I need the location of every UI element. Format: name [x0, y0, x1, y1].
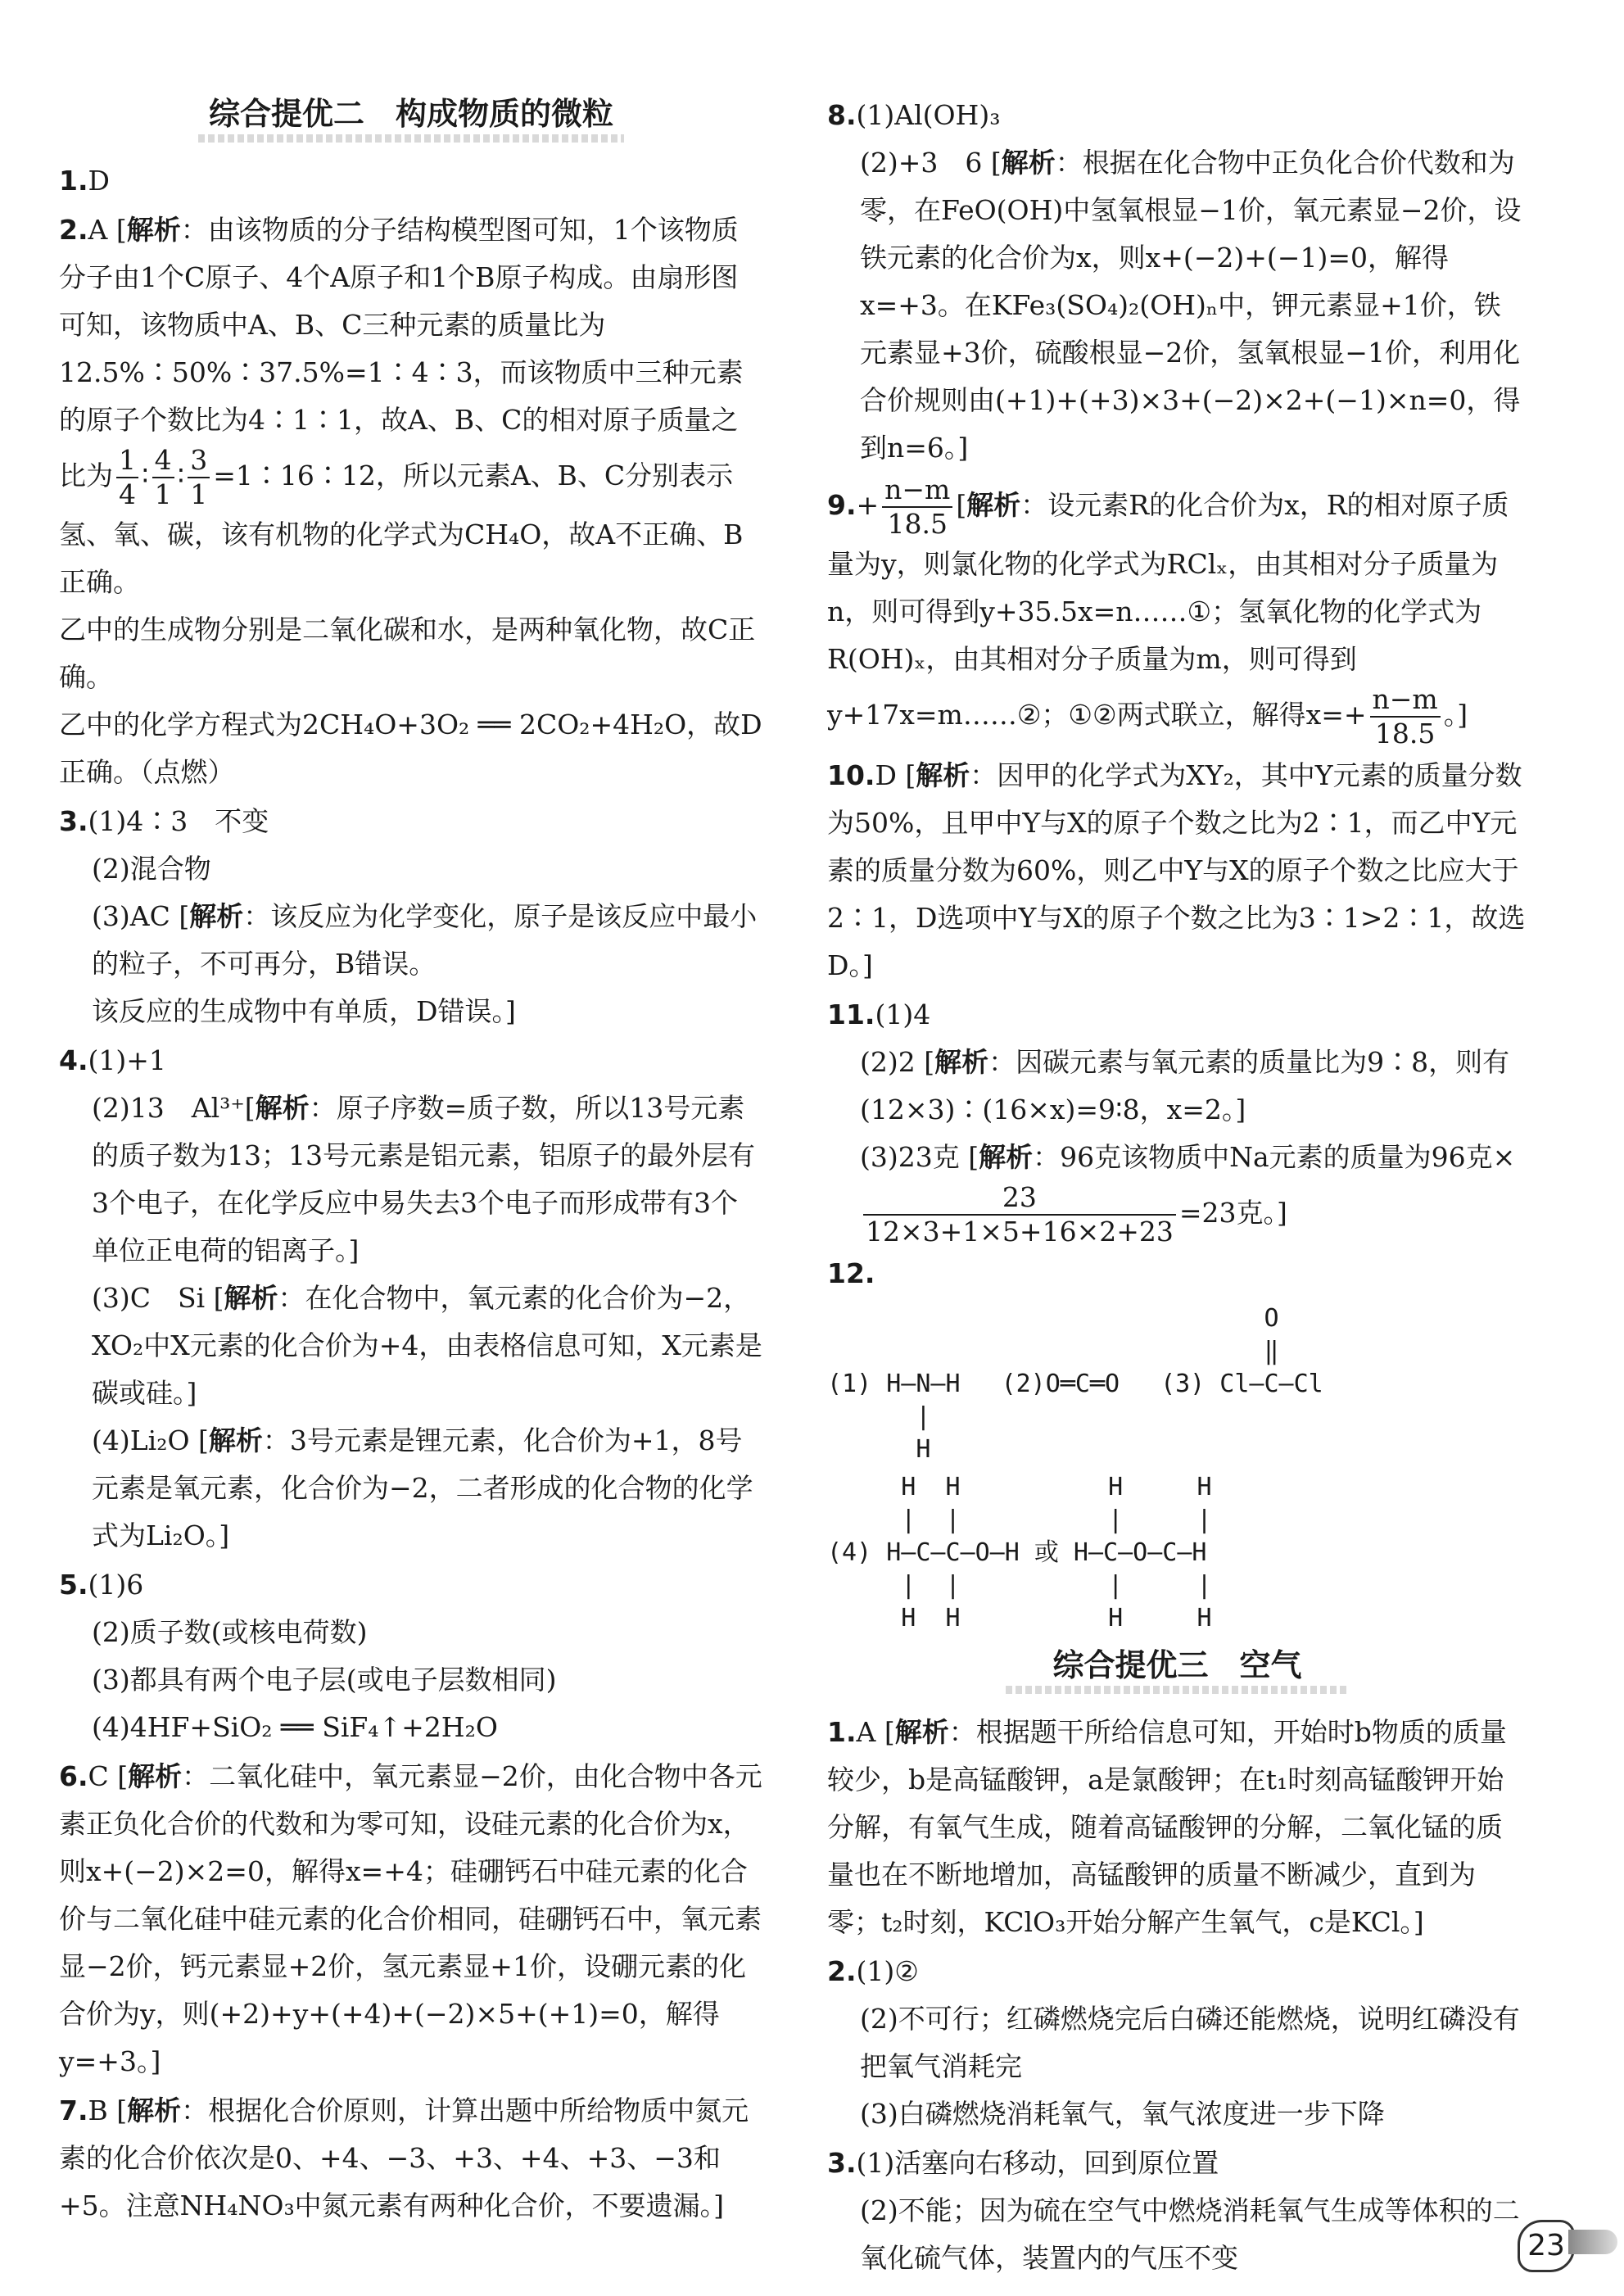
answer-10 — [827, 752, 1527, 989]
analysis-tag: 解析 — [189, 900, 244, 932]
analysis-text: ：二氧化硅中，氧元素显−2价，由化合物中各元素正负化合价的代数和为零可知，设硅元素的化合价为x，则x+(−2)×2=0，解得x=+4；硅硼钙石中硅元素的化合价与二氧化硅中硅元素的化合价相同，硅硼钙石中，氧元素显−2价，钙元素显+2价，氢元素显+1价，设硼元素的化合价为y，则(+2)+y+(+4)+(−2)×5+(+1)=0，解得y=+3。] — [59, 1760, 762, 2077]
answer-9 — [827, 473, 1527, 750]
answer-number: 1. — [827, 1716, 857, 1748]
answer-6 — [59, 1753, 763, 2085]
fraction-result — [1370, 683, 1441, 750]
fraction-4-1 — [152, 444, 174, 511]
structure-co2 — [1002, 1302, 1120, 1466]
reaction-condition: 点燃 — [153, 756, 208, 788]
denominator: 18.5 — [1374, 718, 1436, 749]
answer-lead: D [ — [875, 759, 916, 791]
answer-text: (1)活塞向右移动，回到原位置 — [856, 2147, 1219, 2179]
analysis-text: 该反应的生成物中有单质，D错误。] — [92, 995, 516, 1027]
answer-11 — [827, 991, 1527, 1248]
numerator: 23 — [863, 1181, 1176, 1216]
answer-lead: (3)23克 [ — [860, 1141, 979, 1173]
section-title-text: 综合提优二 构成物质的微粒 — [208, 96, 613, 132]
answer-number: 5. — [59, 1569, 88, 1601]
analysis-tag: 解析 — [979, 1141, 1034, 1173]
answer-number: 2. — [827, 1955, 857, 1987]
numerator: 4 — [152, 444, 174, 478]
analysis-text: ：根据题干所给信息可知，开始时b物质的质量较少，b是高锰酸钾，a是氯酸钾；在t₁时刻高锰酸钾开始分解，有氧气生成，随着高锰酸钾的分解，二氧化锰的质量也在不断地增加，高锰酸钾的质量不断减少，直到为零；t₂时刻，KClO₃开始分解产生氧气，c是KCl。] — [827, 1716, 1507, 1938]
answer-text: (1)② — [856, 1955, 919, 1987]
answer-text: (3)白磷燃烧消耗氧气，氧气浓度进一步下降 — [860, 2098, 1385, 2130]
analysis-text: ：3号元素是锂元素，化合价为+1，8号元素是氧元素，化合价为−2，二者形成的化合物的化学式为Li₂O。] — [92, 1424, 753, 1551]
structure-line: H H H H — [827, 1604, 1212, 1633]
answer-lead: (2)2 [ — [860, 1046, 935, 1078]
title-underline — [198, 134, 624, 143]
structural-formula-4 — [827, 1471, 1527, 1635]
analysis-end: =23克。] — [1178, 1197, 1287, 1229]
ratio-sep: ∶ — [177, 460, 185, 491]
denominator: 18.5 — [887, 508, 948, 540]
structure-line: (1) H—N—H — [827, 1370, 961, 1398]
analysis-text: ：在化合物中，氧元素的化合价为−2，XO₂中X元素的化合价为+4，由表格信息可知，X元素是碳或硅。] — [92, 1282, 762, 1409]
fraction-3-1 — [188, 444, 210, 511]
answer-text: (2)质子数(或核电荷数) — [92, 1616, 368, 1648]
analysis-tag: 解析 — [894, 1716, 949, 1748]
structural-formulas-1-3 — [827, 1302, 1527, 1466]
analysis-tag: 解析 — [916, 759, 970, 791]
analysis-tag: 解析 — [127, 2094, 182, 2126]
answer-lead: A [ — [88, 214, 127, 246]
answer-text: (2)不能；因为硫在空气中燃烧消耗氧气生成等体积的二氧化硫气体，装置内的气压不变 — [860, 2194, 1520, 2274]
analysis-tag: 解析 — [224, 1282, 278, 1314]
analysis-text: ：设元素R的化合价为x，R的相对原子质量为y，则氯化物的化学式为RClₓ，由其相对分子质量为n，则可得到y+35.5x=n……①；氢氧化物的化学式为R(OH)ₓ，由其相对分子质量为m，则可得到y+17x=m……②；①②两式联立，解得x=+ — [827, 489, 1509, 731]
answer-text: (1)Al(OH)₃ — [856, 99, 1001, 131]
answer-text: (2)不可行；红磷燃烧完后白磷还能燃烧，说明红磷没有把氧气消耗完 — [860, 2003, 1520, 2082]
answer-text: (1)6 — [88, 1569, 144, 1601]
structure-line: | — [827, 1402, 931, 1431]
answer-text: (1)4∶3 不变 — [88, 805, 269, 837]
answer-lead: [ — [956, 489, 967, 521]
analysis-text: ：96克该物质中Na元素的质量为96克× — [1033, 1141, 1516, 1173]
equation-text: 乙中的化学方程式为2CH₄O+3O₂ ══ 2CO₂+4H₂O，故D正确。 — [59, 709, 762, 788]
answer-lead: (3)C Si [ — [92, 1282, 224, 1314]
answer-5 — [59, 1561, 763, 1751]
analysis-tag: 解析 — [1001, 147, 1056, 179]
answer-number: 11. — [827, 999, 875, 1030]
analysis-tag: 解析 — [966, 489, 1021, 521]
answer-2: 2.A [解析：由该物质的分子结构模型图可知，1个该物质分子由1个C原子、4个A原子和1个B原子构成。由扇形图可知，该物质中A、B、C三种元素的质量比为12.5%∶50%∶37.5%=1∶4∶3，而该物质中三种元素的原子个数比为4∶1∶1，故A、B、C的相对原子质量之比为 $\frac{1}{4}$ ∶ $\frac{4}{1}$ ∶ $\frac{3}{1}$ =1∶16∶12，所以元素A、B、C分别表示氢、氧、碳，该有机物的化学式为CH₄O，故A不正确、B正确。 乙中的生成物分别是二氧化碳和水，是两种氧化物，故C正确。 乙中的化学方程式为2CH₄O+3O₂ ══ 2CO₂+4H₂O，故D正确。（点燃） — [59, 214, 762, 788]
answer-8 — [827, 92, 1527, 472]
answer-b2 — [827, 1948, 1527, 2138]
analysis-text: ：根据化合价原则，计算出题中所给物质中氮元素的化合价依次是0、+4、−3、+3、+4、+3、−3和+5。注意NH₄NO₃中氮元素有两种化合价，不要遗漏。] — [59, 2094, 749, 2221]
right-column — [827, 92, 1527, 2284]
answer-lead: (2)+3 6 [ — [860, 147, 1002, 179]
structure-line: (4) H—C—C—O—H 或 H—C—O—C—H — [827, 1538, 1207, 1567]
analysis-text: 乙中的生成物分别是二氧化碳和水，是两种氧化物，故C正确。 — [59, 614, 756, 693]
structure-cocl2 — [1160, 1302, 1323, 1466]
answer-text: (1)4 — [875, 999, 931, 1030]
answer-lead: (3)AC [ — [92, 900, 190, 932]
analysis-tag: 解析 — [126, 214, 181, 246]
answer-number: 4. — [59, 1044, 88, 1076]
numerator: n−m — [1370, 683, 1441, 718]
answer-4 — [59, 1037, 763, 1560]
equation-text: (4)4HF+SiO₂ ══ SiF₄↑+2H₂O — [92, 1711, 498, 1743]
analysis-tag: 解析 — [934, 1046, 989, 1078]
answer-lead: B [ — [88, 2094, 128, 2126]
answer-b1 — [827, 1709, 1527, 1946]
analysis-text: 1∶16∶12，所以元素A、B、C分别表示氢、氧、碳，该有机物的化学式为CH₄O，故A不正确、B正确。 — [59, 460, 744, 598]
answer-number: 3. — [827, 2147, 857, 2179]
section-title-3 — [827, 1640, 1527, 1694]
equals-sign: = — [213, 460, 236, 491]
structure-nh3 — [827, 1302, 961, 1466]
structure-line: (3) Cl—C—Cl — [1160, 1370, 1323, 1398]
answer-lead: (2)13 Al³⁺[ — [92, 1092, 256, 1124]
left-column — [59, 82, 763, 2231]
answer-text: (3)都具有两个电子层(或电子层数相同) — [92, 1664, 557, 1696]
analysis-tag: 解析 — [208, 1424, 263, 1456]
answer-number: 1. — [59, 165, 88, 197]
answer-lead: (4)Li₂O [ — [92, 1424, 209, 1456]
structure-line: | | | | — [827, 1506, 1212, 1534]
numerator: n−m — [882, 473, 952, 508]
answer-12 — [827, 1250, 1527, 1635]
analysis-text: ：根据在化合物中正负化合价代数和为零，在FeO(OH)中氢氧根显−1价，氧元素显−2价，设铁元素的化合价为x，则x+(−2)+(−1)=0，解得x=+3。在KFe₃(SO₄)₂(OH)ₙ中，钾元素显+1价，铁元素显+3价，硫酸根显−2价，氢氧根显−1价，利用化合价规则由(+1)+(+3)×3+(−2)×2+(−1)×n=0，得到n=6。] — [860, 147, 1522, 464]
answer-lead: C [ — [88, 1760, 129, 1792]
analysis-text: ：因碳元素与氧元素的质量比为9∶8，则有(12×3)∶(16×x)=9∶8，x=2。] — [860, 1046, 1510, 1125]
structure-line: H — [827, 1435, 931, 1464]
fraction-answer — [882, 473, 952, 541]
answer-text: D — [88, 165, 110, 197]
analysis-text: ：该反应为化学变化，原子是该反应中最小的粒子，不可再分，B错误。 — [92, 900, 758, 980]
title-underline — [1006, 1686, 1350, 1694]
answer-number: 3. — [59, 805, 88, 837]
answer-number: 12. — [827, 1257, 875, 1289]
answer-text: (2)混合物 — [92, 853, 211, 885]
denominator: 1 — [154, 478, 172, 510]
answer-number: 9. — [827, 489, 857, 521]
answer-b3 — [827, 2140, 1527, 2282]
plus-sign: + — [856, 489, 880, 521]
structure-line: | | | | — [827, 1571, 1212, 1600]
answer-number: 8. — [827, 99, 857, 131]
answer-number: 10. — [827, 759, 875, 791]
answer-3 — [59, 798, 763, 1035]
answer-number: 6. — [59, 1760, 88, 1792]
answer-number: 2. — [59, 214, 88, 246]
numerator: 3 — [188, 444, 210, 478]
structure-line: H H H H — [827, 1473, 1212, 1501]
page-number: 23 — [1518, 2220, 1575, 2272]
answer-number: 7. — [59, 2094, 88, 2126]
analysis-text: ：原子序数=质子数，所以13号元素的质子数为13；13号元素是铝元素，铝原子的最外层有3个电子，在化学反应中易失去3个电子而形成带有3个单位正电荷的铝离子。] — [92, 1092, 755, 1266]
numerator: 1 — [116, 444, 138, 478]
answer-1 — [59, 157, 763, 205]
analysis-tag: 解析 — [128, 1760, 183, 1792]
analysis-text: ：由该物质的分子结构模型图可知，1个该物质分子由1个C原子、4个A原子和1个B原子构成。由扇形图可知，该物质中A、B、C三种元素的质量比为12.5%∶50%∶37.5%=1∶4∶3，而该物质中三种元素的原子个数比为4∶1∶1，故A、B、C的相对原子质量之比为 — [59, 214, 744, 491]
denominator: 1 — [190, 478, 208, 510]
structure-line: (2)O═C═O — [1001, 1370, 1120, 1398]
fraction-mass — [863, 1181, 1176, 1248]
fraction-1-4 — [116, 444, 138, 511]
denominator: 12×3+1×5+16×2+23 — [866, 1216, 1174, 1248]
analysis-tag: 解析 — [255, 1092, 310, 1124]
analysis-end: 。] — [1443, 699, 1468, 731]
structure-line: ‖ — [1160, 1337, 1279, 1365]
denominator: 4 — [119, 478, 136, 510]
answer-7 — [59, 2087, 763, 2230]
ratio-sep: ∶ — [142, 460, 149, 491]
page-number-decoration — [1568, 2230, 1617, 2254]
answer-lead: A [ — [856, 1716, 895, 1748]
section-title-text: 综合提优三 空气 — [1052, 1647, 1302, 1683]
structure-line: O — [1160, 1304, 1279, 1333]
section-title-2 — [59, 88, 763, 143]
answer-text: (1)+1 — [88, 1044, 166, 1076]
analysis-text: ：因甲的化学式为XY₂，其中Y元素的质量分数为50%，且甲中Y与X的原子个数之比为2∶1，而乙中Y元素的质量分数为60%，则乙中Y与X的原子个数之比应大于2∶1，D选项中Y与X的原子个数之比为3∶1>2∶1，故选D。] — [827, 759, 1526, 981]
